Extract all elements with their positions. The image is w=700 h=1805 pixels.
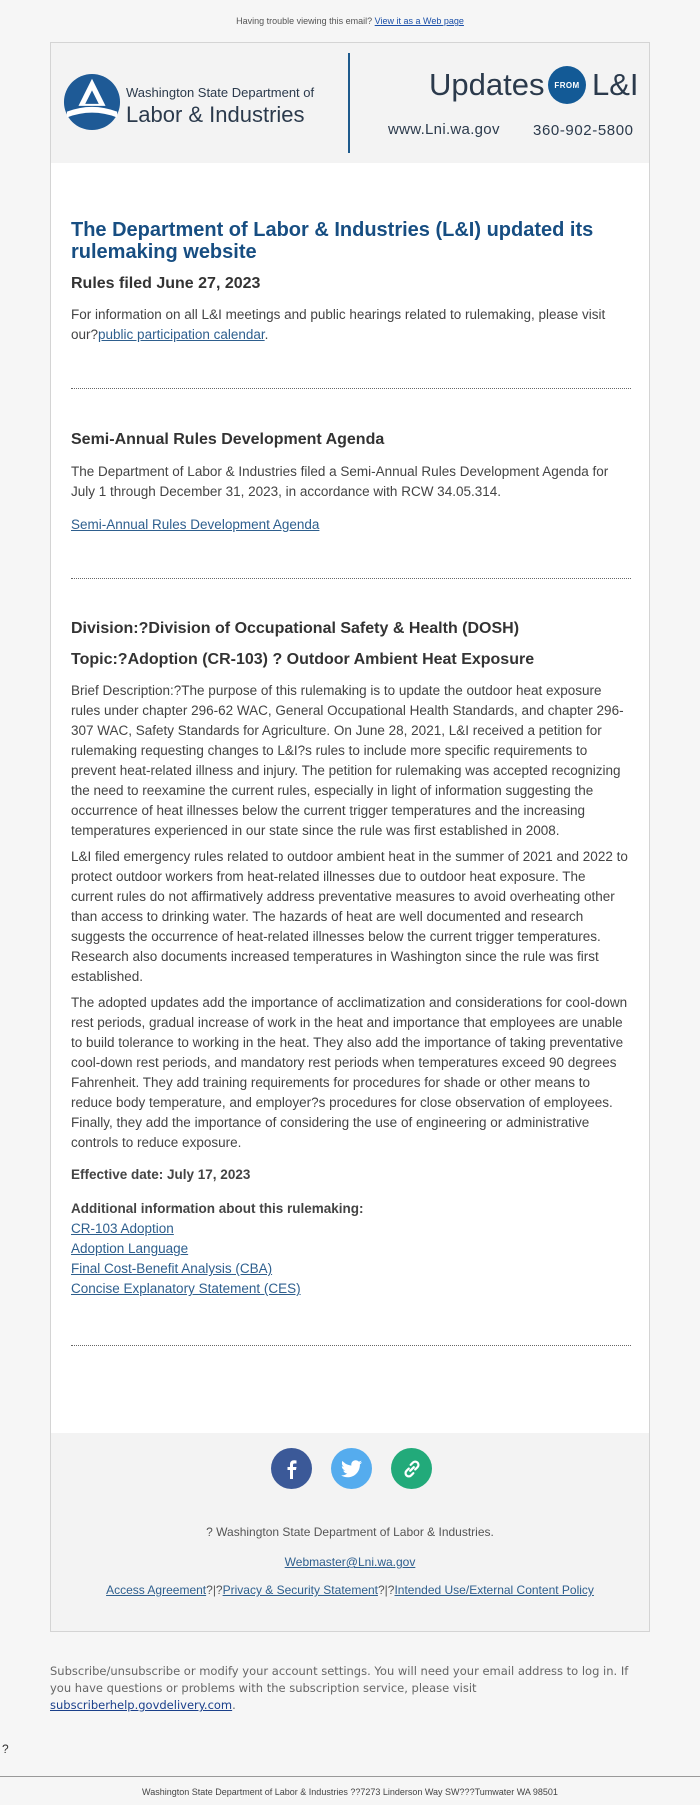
masthead-divider xyxy=(348,53,350,153)
cost-benefit-analysis-link[interactable]: Final Cost-Benefit Analysis (CBA) xyxy=(71,1261,273,1276)
updates-paragraph: The adopted updates add the importance of acclimatization and considerations for cool-down rest periods, gradual increase of work in the heat and importance that employees are unable to build tolerance to working in the heat. They also add the importance of taking preventative cool-down rest periods, and mandatory rest periods when temperatures exceed 90 degrees Fahrenheit. They add training requirements for procedures for shade or other means to reduce body temperature, and employer?s procedures for close observation of employees. Finally, they add the importance of considering the use of engineering or administrative controls to reduce exposure. xyxy=(71,995,628,1150)
footer xyxy=(51,1433,649,1631)
view-web-page-link[interactable]: View it as a Web page xyxy=(374,16,464,26)
division-heading: Division:?Division of Occupational Safety & Health (DOSH) xyxy=(71,620,520,637)
website-text: www.Lni.wa.gov xyxy=(388,121,500,138)
description-paragraph: Brief Description:?The purpose of this rulemaking is to update the outdoor heat exposure rules under chapter 296-62 WAC, General Occupational Health Standards, and chapter 296-307 WAC, Safety Standards for Agriculture. On June 28, 2021, L&I received a petition for rulemaking requesting changes to L&I?s rules to include more specific requirements to prevent heat-related illness and injury. The petition for rulemaking was accepted recognizing the need to reexamine the current rules, especially in light of information suggesting the occurrence of heat illnesses below the current trigger temperatures and the increasing temperatures experienced in our state since the rule was first established in 2008. xyxy=(71,683,624,838)
postal-address: Washington State Department of Labor & Industries ??7273 Linderson Way SW???Tumwater WA 98501 xyxy=(142,1787,558,1797)
subscription-text: Subscribe/unsubscribe or modify your account settings. You will need your email address to log in. If you have questions or problems with the subscription service, please visit xyxy=(50,1664,629,1695)
privacy-security-link[interactable]: Privacy & Security Statement xyxy=(222,1583,378,1597)
intro-end: . xyxy=(264,327,269,342)
webmaster-email-link[interactable]: Webmaster@Lni.wa.gov xyxy=(284,1555,416,1569)
section-divider xyxy=(71,388,631,389)
intended-use-link[interactable]: Intended Use/External Content Policy xyxy=(394,1583,594,1597)
lni-logo-icon xyxy=(63,73,121,131)
topic-heading: Topic:?Adoption (CR-103) ? Outdoor Ambient Heat Exposure xyxy=(71,651,535,668)
email-card xyxy=(50,42,650,1632)
agenda-paragraph: The Department of Labor & Industries filed a Semi-Annual Rules Development Agenda for July 1 through December 31, 2023, in accordance with RCW 34.05.314. xyxy=(71,464,609,499)
facebook-share-button[interactable] xyxy=(271,1448,312,1489)
footer-separator: ?|? xyxy=(206,1583,223,1597)
from-badge: FROM xyxy=(548,66,586,104)
subscriber-help-link[interactable]: subscriberhelp.govdelivery.com xyxy=(50,1698,233,1712)
effective-date: Effective date: July 17, 2023 xyxy=(71,1167,251,1182)
stray-character: ? xyxy=(2,1742,9,1756)
updates-title: Updates xyxy=(429,67,545,102)
footer-copyright: ? Washington State Department of Labor & Industries. xyxy=(206,1525,494,1539)
twitter-icon xyxy=(341,1459,363,1479)
logo-line2: Labor & Industries xyxy=(126,102,305,127)
phone-text: 360-902-5800 xyxy=(533,122,634,139)
agenda-link[interactable]: Semi-Annual Rules Development Agenda xyxy=(71,517,320,532)
preheader-text: Having trouble viewing this email? xyxy=(236,16,375,26)
footer-links xyxy=(51,1583,649,1597)
link-icon xyxy=(401,1458,423,1480)
subscription-note xyxy=(50,1663,650,1714)
footer-separator: ?|? xyxy=(378,1583,395,1597)
content xyxy=(71,219,631,1346)
subscription-end: . xyxy=(232,1698,236,1712)
section-divider xyxy=(71,578,631,579)
concise-explanatory-statement-link[interactable]: Concise Explanatory Statement (CES) xyxy=(71,1281,301,1296)
adoption-language-link[interactable]: Adoption Language xyxy=(71,1241,189,1256)
agenda-heading: Semi-Annual Rules Development Agenda xyxy=(71,431,385,448)
additional-info-heading: Additional information about this rulemaking: xyxy=(71,1201,364,1216)
rules-filed-heading: Rules filed June 27, 2023 xyxy=(71,275,261,292)
facebook-icon xyxy=(282,1459,302,1479)
bottom-divider xyxy=(0,1776,700,1777)
article-title: The Department of Labor & Industries (L&I) updated its rulemaking website xyxy=(71,219,594,263)
twitter-share-button[interactable] xyxy=(331,1448,372,1489)
rulemaking-links xyxy=(71,1219,631,1299)
access-agreement-link[interactable]: Access Agreement xyxy=(106,1583,207,1597)
public-participation-calendar-link[interactable]: public participation calendar xyxy=(98,327,265,342)
emergency-paragraph: L&I filed emergency rules related to outdoor ambient heat in the summer of 2021 and 2022 to protect outdoor workers from heat-related illnesses due to outdoor heat exposure. The current rules do not affirmatively address preventative measures to avoid overheating other than access to drinking water. The hazards of heat are well documented and research suggests the occurrence of heat-related illnesses below the current trigger temperatures. Research also documents increased temperatures in Washington since the rule was first established. xyxy=(71,849,628,984)
section-divider xyxy=(71,1345,631,1346)
copy-link-button[interactable] xyxy=(391,1448,432,1489)
intro-text: For information on all L&I meetings and public hearings related to rulemaking, please visit our? xyxy=(71,307,606,342)
cr103-adoption-link[interactable]: CR-103 Adoption xyxy=(71,1221,174,1236)
lni-title: L&I xyxy=(592,67,639,102)
preheader xyxy=(0,16,700,26)
masthead xyxy=(51,43,649,163)
logo-line1: Washington State Department of xyxy=(126,85,315,100)
intro-paragraph xyxy=(71,305,631,345)
